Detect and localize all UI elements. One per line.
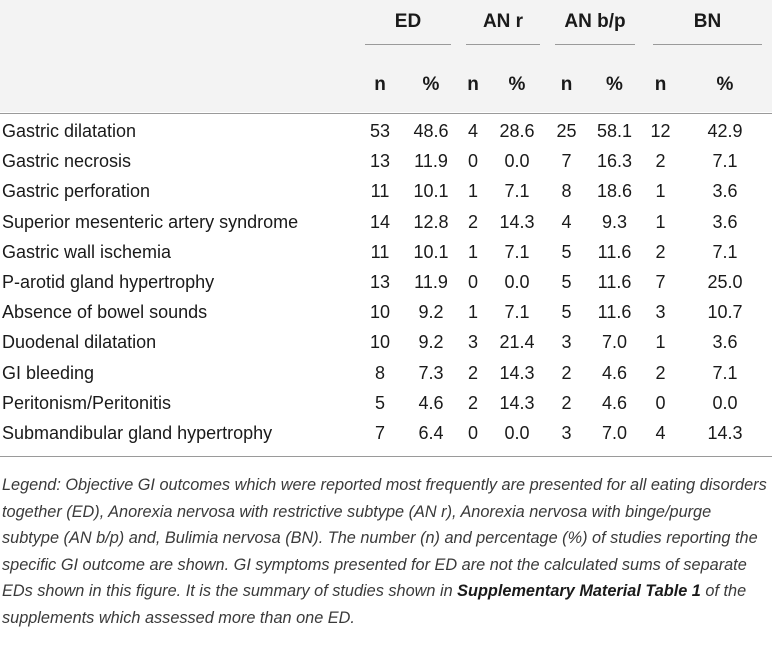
count-cell: 10 (369, 332, 391, 353)
sub-header-row (0, 56, 772, 112)
count-cell: 12 (650, 121, 671, 142)
count-cell: 1 (467, 241, 478, 262)
percent-cell: 7.1 (712, 241, 738, 262)
percent-cell: 0.0 (504, 422, 530, 443)
percent-cell: 11.6 (597, 241, 632, 262)
row-label: Gastric dilatation (2, 121, 137, 142)
count-cell: 5 (561, 272, 572, 293)
table-row (0, 176, 772, 206)
count-cell: 3 (561, 422, 572, 443)
percent-cell: 10.1 (413, 241, 449, 262)
percent-cell: 10.1 (413, 181, 449, 202)
percent-cell: 11.9 (414, 151, 448, 172)
percent-cell: 7.3 (418, 362, 444, 383)
row-label: Gastric necrosis (2, 151, 132, 172)
subheader-n: n (467, 73, 479, 95)
percent-cell: 18.6 (596, 181, 633, 202)
subheader-n: n (654, 73, 667, 95)
row-label: Gastric perforation (2, 181, 151, 202)
legend-reference: Supplementary Material Table 1 (457, 582, 701, 600)
percent-cell: 14.3 (499, 211, 535, 232)
subheader-percent: % (716, 73, 734, 95)
percent-cell: 0.0 (504, 151, 530, 172)
table-row (0, 146, 772, 176)
percent-cell: 7.1 (712, 151, 738, 172)
percent-cell: 3.6 (712, 211, 738, 232)
table-body (0, 112, 772, 448)
count-cell: 7 (561, 151, 572, 172)
header-rule (0, 113, 772, 114)
count-cell: 2 (467, 211, 478, 232)
row-label: Duodenal dilatation (2, 332, 157, 353)
percent-cell: 3.6 (712, 181, 738, 202)
percent-cell: 14.3 (499, 362, 535, 383)
percent-cell: 7.1 (712, 362, 738, 383)
count-cell: 1 (655, 332, 666, 353)
group-header-bn: BN (643, 0, 772, 56)
percent-cell: 11.9 (414, 272, 448, 293)
percent-cell: 11.6 (597, 302, 632, 323)
count-cell: 2 (561, 392, 572, 413)
row-label: GI bleeding (2, 362, 95, 383)
count-cell: 2 (655, 241, 666, 262)
percent-cell: 25.0 (707, 272, 743, 293)
percent-cell: 58.1 (596, 121, 633, 142)
count-cell: 5 (561, 302, 572, 323)
count-cell: 0 (467, 422, 478, 443)
table-row (0, 327, 772, 357)
count-cell: 13 (369, 151, 391, 172)
count-cell: 1 (655, 181, 666, 202)
count-cell: 14 (369, 211, 391, 232)
table-row (0, 112, 772, 146)
group-header-an-r: AN r (459, 0, 547, 56)
count-cell: 4 (561, 211, 572, 232)
count-cell: 1 (655, 211, 666, 232)
percent-cell: 3.6 (712, 332, 738, 353)
percent-cell: 28.6 (499, 121, 535, 142)
percent-cell: 10.7 (707, 302, 743, 323)
count-cell: 11 (370, 241, 390, 262)
count-cell: 1 (467, 181, 478, 202)
table-row (0, 388, 772, 418)
count-cell: 3 (467, 332, 478, 353)
count-cell: 5 (374, 392, 385, 413)
table-row (0, 207, 772, 237)
percent-cell: 0.0 (712, 392, 738, 413)
corner-cell (0, 56, 357, 112)
count-cell: 53 (369, 121, 391, 142)
count-cell: 2 (467, 392, 478, 413)
table-row (0, 418, 772, 448)
count-cell: 2 (655, 362, 666, 383)
row-label: Gastric wall ischemia (2, 241, 172, 262)
percent-cell: 7.1 (504, 241, 530, 262)
percent-cell: 4.6 (601, 362, 628, 383)
subheader-percent: % (422, 73, 440, 95)
count-cell: 2 (467, 362, 478, 383)
count-cell: 2 (655, 151, 666, 172)
percent-cell: 7.1 (504, 302, 530, 323)
legend-text-end: of the supplements which assessed more than one ED. (2, 582, 747, 627)
percent-cell: 7.1 (504, 181, 530, 202)
count-cell: 10 (369, 302, 391, 323)
group-header-ed: ED (357, 0, 459, 56)
count-cell: 0 (467, 151, 478, 172)
percent-cell: 12.8 (413, 211, 449, 232)
count-cell: 3 (561, 332, 572, 353)
count-cell: 2 (561, 362, 572, 383)
subheader-n: n (374, 73, 386, 95)
percent-cell: 4.6 (601, 392, 628, 413)
row-label: Absence of bowel sounds (2, 302, 208, 323)
percent-cell: 4.6 (418, 392, 444, 413)
count-cell: 25 (556, 121, 577, 142)
count-cell: 8 (374, 362, 385, 383)
table-row (0, 267, 772, 297)
percent-cell: 9.3 (601, 211, 628, 232)
count-cell: 3 (655, 302, 666, 323)
percent-cell: 9.2 (418, 332, 444, 353)
count-cell: 13 (369, 272, 391, 293)
percent-cell: 42.9 (707, 121, 743, 142)
group-header-row (0, 0, 772, 56)
percent-cell: 11.6 (597, 272, 632, 293)
count-cell: 7 (374, 422, 385, 443)
percent-cell: 7.0 (601, 422, 628, 443)
count-cell: 0 (467, 272, 478, 293)
count-cell: 1 (467, 302, 478, 323)
row-label: Peritonism/Peritonitis (2, 392, 172, 413)
subheader-percent: % (508, 73, 526, 95)
count-cell: 0 (655, 392, 666, 413)
row-label: Submandibular gland hypertrophy (2, 422, 273, 443)
percent-cell: 7.0 (601, 332, 628, 353)
percent-cell: 16.3 (596, 151, 633, 172)
row-label: Superior mesenteric artery syndrome (2, 211, 299, 232)
percent-cell: 14.3 (499, 392, 535, 413)
corner-cell (0, 0, 357, 56)
count-cell: 4 (467, 121, 478, 142)
table-row (0, 237, 772, 267)
percent-cell: 9.2 (418, 302, 444, 323)
row-label: P-arotid gland hypertrophy (2, 272, 215, 293)
percent-cell: 6.4 (418, 422, 444, 443)
percent-cell: 0.0 (504, 272, 530, 293)
percent-cell: 14.3 (707, 422, 743, 443)
subheader-n: n (560, 73, 573, 95)
count-cell: 4 (655, 422, 666, 443)
percent-cell: 21.4 (499, 332, 535, 353)
group-header-an-bp: AN b/p (547, 0, 643, 56)
table-legend (2, 472, 768, 631)
bottom-rule (0, 456, 772, 457)
count-cell: 8 (561, 181, 572, 202)
count-cell: 5 (561, 241, 572, 262)
percent-cell: 48.6 (413, 121, 449, 142)
legend-text: Legend: Objective GI outcomes which were reported most frequently are presented for all eating disorders together (ED), Anorexia nervosa with restrictive subtype (AN r), Anorexia nervosa with binge/purge subtype (AN b/p) and, Bulimia nervosa (BN). The number (n) and percentage (%) of studies reporting the specific GI outcome are shown. GI symptoms presented for ED are not the calculated sums of separate EDs shown in this figure. It is the summary of studies shown in (2, 476, 767, 600)
count-cell: 7 (655, 272, 666, 293)
table-row (0, 358, 772, 388)
count-cell: 11 (370, 181, 390, 202)
table-row (0, 297, 772, 327)
subheader-percent: % (606, 73, 623, 95)
